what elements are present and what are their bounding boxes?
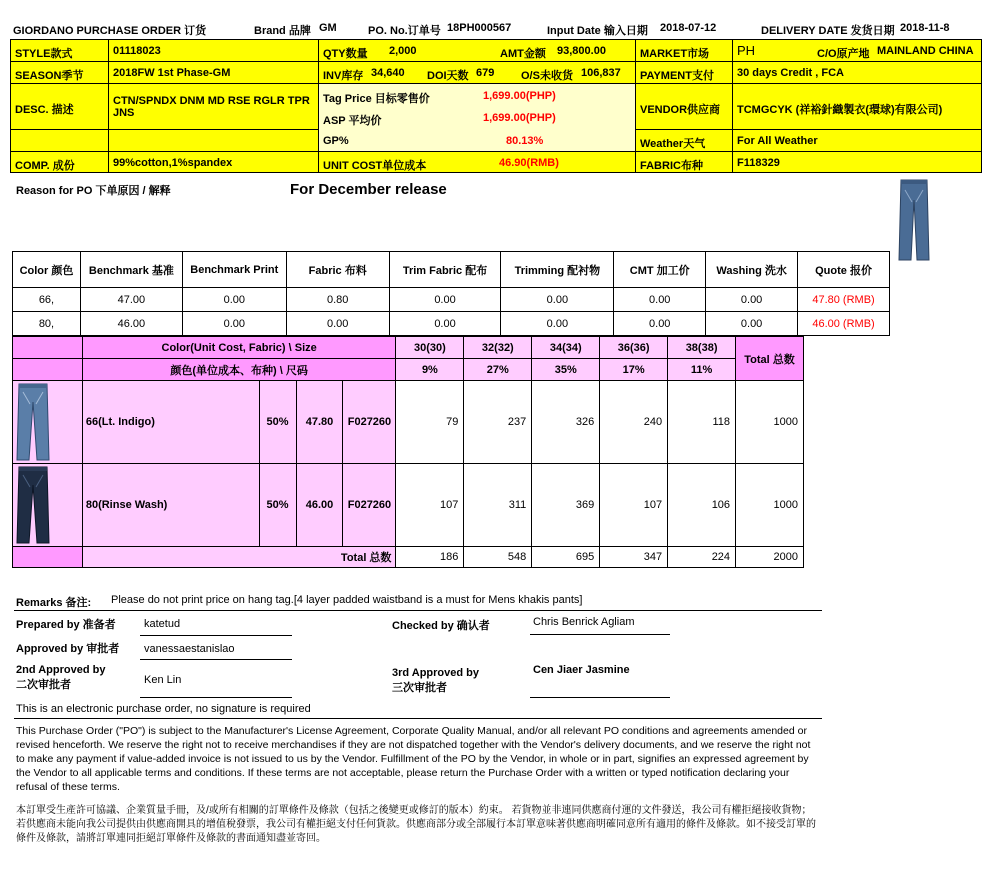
- size-header-en: Color(Unit Cost, Fabric) \ Size: [82, 337, 396, 359]
- remarks-label: Remarks 备注:: [16, 597, 92, 609]
- origin-value: MAINLAND CHINA: [877, 45, 974, 57]
- approved-label: Approved by 审批者: [16, 643, 120, 655]
- color-name: 66(Lt. Indigo): [82, 381, 259, 464]
- qty-cell: 107: [600, 464, 668, 547]
- terms-english: This Purchase Order ("PO") is subject to the Manufacturer's License Agreement, Corporate Quality Manual, and/or all relevant PO conditions and agreements amended or revised henceforth. We reserve the right not to receive merchandises if they are not dispatched together with the Vendor's delivery documents, and we reserve the right not to make any payment if value-added invoice is not issued to us by the Vendor. Fulfillment of the PO by the Vendor, in whole or in part, signifies an expressed agreement by the Vendor to all applicable terms and conditions. If these terms are not acceptable, please return the Purchase Order with a written or typed notification declaring your refusal of these terms.: [16, 725, 811, 793]
- col-trimming: Trimming 配衬物: [501, 252, 614, 288]
- col-benchmark-print: Benchmark Print: [182, 252, 286, 288]
- input-date-label: Input Date 输入日期: [547, 25, 648, 37]
- cell: 0.00: [501, 312, 614, 336]
- vendor-label: VENDOR供应商: [640, 104, 721, 116]
- tag-price-label: Tag Price 目标零售价: [323, 93, 430, 105]
- tag-price-value: 1,699.00(PHP): [483, 90, 556, 102]
- reason-label: Reason for PO 下单原因 / 解释: [16, 185, 171, 197]
- unit-cost-value: 46.90(RMB): [499, 157, 559, 169]
- prepared-value: katetud: [144, 618, 181, 630]
- col-quote: Quote 报价: [798, 252, 890, 288]
- jeans-light-indigo-icon: [15, 382, 51, 462]
- po-number-label: PO. No.订单号: [368, 25, 441, 37]
- total-header: Total 总数: [736, 337, 804, 381]
- qty-cell: 326: [532, 381, 600, 464]
- cell: 0.00: [501, 288, 614, 312]
- qty-cell: 237: [464, 381, 532, 464]
- qty-cell: 369: [532, 464, 600, 547]
- quote-cell: 46.00 (RMB): [798, 312, 890, 336]
- vendor-value: TCMGCYK (祥裕針織製衣(環球)有限公司): [737, 104, 943, 116]
- col-cmt: CMT 加工价: [614, 252, 706, 288]
- desc-label: DESC. 描述: [15, 104, 74, 116]
- cell: 66,: [13, 288, 81, 312]
- fabric-value: F118329: [737, 157, 780, 169]
- qty-cell: 186: [396, 547, 464, 568]
- col-fabric: Fabric 布料: [286, 252, 389, 288]
- color-fabric: F027260: [343, 381, 396, 464]
- size-label: 32(32): [464, 337, 532, 359]
- color-name: 80(Rinse Wash): [82, 464, 259, 547]
- amt-label: AMT金额: [500, 48, 546, 60]
- qty-cell: 311: [464, 464, 532, 547]
- color-swatch-cell: [13, 464, 83, 547]
- qty-cell: 118: [668, 381, 736, 464]
- color-cost: 47.80: [296, 381, 343, 464]
- comp-label: COMP. 成份: [15, 160, 75, 172]
- approved-value: vanessaestanislao: [144, 643, 235, 655]
- qty-cell: 347: [600, 547, 668, 568]
- divider: [14, 610, 822, 611]
- table-header-row: [13, 252, 890, 288]
- checked-value: Chris Benrick Agliam: [533, 616, 635, 628]
- size-pct: 35%: [532, 359, 600, 381]
- cell: 0.80: [286, 288, 389, 312]
- os-value: 106,837: [581, 67, 621, 79]
- table-row: [13, 288, 890, 312]
- col-benchmark: Benchmark 基准: [80, 252, 182, 288]
- header-blank: [13, 359, 83, 381]
- gp-value: 80.13%: [506, 135, 544, 147]
- qty-label: QTY数量: [323, 48, 368, 60]
- brand-label: Brand 品牌: [254, 25, 311, 37]
- size-pct: 17%: [600, 359, 668, 381]
- cell: 0.00: [286, 312, 389, 336]
- table-row: [13, 381, 804, 464]
- cell: 46.00: [80, 312, 182, 336]
- cell: 0.00: [706, 312, 798, 336]
- po-number-value: 18PH000567: [447, 22, 512, 34]
- doi-label: DOI天数: [427, 70, 469, 82]
- qty-cell: 106: [668, 464, 736, 547]
- second-approved-label: 2nd Approved by: [16, 664, 106, 676]
- col-washing: Washing 洗水: [706, 252, 798, 288]
- style-value: 01118023: [113, 45, 161, 57]
- signature-line: [140, 635, 292, 636]
- size-pct-row: [13, 359, 804, 381]
- qty-cell: 240: [600, 381, 668, 464]
- cell: 0.00: [389, 288, 501, 312]
- size-pct: 9%: [396, 359, 464, 381]
- size-header-row: [13, 337, 804, 359]
- qty-cell: 695: [532, 547, 600, 568]
- third-approved-value: Cen Jiaer Jasmine: [533, 664, 630, 676]
- asp-label: ASP 平均价: [323, 115, 382, 127]
- season-label: SEASON季节: [15, 70, 84, 82]
- qty-cell: 79: [396, 381, 464, 464]
- quote-cell: 47.80 (RMB): [798, 288, 890, 312]
- po-title: GIORDANO PURCHASE ORDER 订货: [13, 25, 207, 37]
- qty-cell: 224: [668, 547, 736, 568]
- third-approved-label: 3rd Approved by: [392, 667, 479, 679]
- cell: 0.00: [182, 312, 286, 336]
- row-total: 1000: [736, 464, 804, 547]
- grand-total: 2000: [736, 547, 804, 568]
- size-pct: 11%: [668, 359, 736, 381]
- payment-value: 30 days Credit , FCA: [737, 67, 844, 79]
- cell: 0.00: [706, 288, 798, 312]
- weather-value: For All Weather: [737, 135, 818, 147]
- signature-line: [140, 697, 292, 698]
- season-value: 2018FW 1st Phase-GM: [113, 67, 231, 79]
- cell: 0.00: [389, 312, 501, 336]
- input-date-value: 2018-07-12: [660, 22, 717, 34]
- checked-label: Checked by 确认者: [392, 620, 490, 632]
- color-fabric: F027260: [343, 464, 396, 547]
- asp-value: 1,699.00(PHP): [483, 112, 556, 124]
- color-pct: 50%: [259, 464, 296, 547]
- signature-line: [530, 634, 670, 635]
- color-cost: 46.00: [296, 464, 343, 547]
- cell: 0.00: [182, 288, 286, 312]
- second-approved-value: Ken Lin: [144, 674, 182, 686]
- size-pct: 27%: [464, 359, 532, 381]
- os-label: O/S未收货: [521, 70, 573, 82]
- col-color: Color 颜色: [13, 252, 81, 288]
- size-label: 30(30): [396, 337, 464, 359]
- size-breakdown-table: [12, 336, 804, 568]
- fabric-label: FABRIC布种: [640, 160, 703, 172]
- cell: 0.00: [614, 312, 706, 336]
- terms-chinese: 本訂單受生產許可協議、企業質量手冊，及/或所有相關的訂單條件及條款（包括之後變更或修訂的版本）約束。 若貨物並非連同供應商付運的文件發送，我公司有權拒絕接收貨物；若供應商未能向我公司提供由供應商開具的增值稅發票，我公司有權拒絕支付任何貨款。供應商部分或全部履行本訂單意味著供應商明確同意所有適用的條件及條款。如不接受訂單的條件及條款，請將訂單連同拒絕訂單條件及條款的書面通知盡並寄回。: [16, 805, 816, 844]
- size-label: 38(38): [668, 337, 736, 359]
- cell: [109, 130, 319, 152]
- cell: 80,: [13, 312, 81, 336]
- gp-label: GP%: [323, 135, 349, 147]
- signature-line: [530, 697, 670, 698]
- amt-value: 93,800.00: [557, 45, 606, 57]
- prepared-label: Prepared by 准备者: [16, 619, 116, 631]
- style-label: STYLE款式: [15, 48, 73, 60]
- remarks-text: Please do not print price on hang tag.[4 layer padded waistband is a must for Mens khakis pants]: [111, 594, 583, 606]
- weather-label: Weather天气: [640, 138, 706, 150]
- col-trim-fabric: Trim Fabric 配布: [389, 252, 501, 288]
- market-label: MARKET市场: [640, 48, 710, 60]
- esign-note: This is an electronic purchase order, no signature is required: [16, 703, 311, 715]
- cell: [11, 130, 109, 152]
- reason-value: For December release: [290, 181, 447, 198]
- benchmark-table: [12, 251, 890, 336]
- row-total: 1000: [736, 381, 804, 464]
- size-header-cn: 颜色(单位成本、布种) \ 尺码: [82, 359, 396, 381]
- desc-value: CTN/SPNDX DNM MD RSE RGLR TPR JNS: [113, 95, 310, 119]
- header-blank: [13, 337, 83, 359]
- payment-label: PAYMENT支付: [640, 70, 714, 82]
- qty-value: 2,000: [389, 45, 417, 57]
- delivery-date-label: DELIVERY DATE 发货日期: [761, 25, 895, 37]
- unit-cost-label: UNIT COST单位成本: [323, 160, 427, 172]
- cell: 0.00: [614, 288, 706, 312]
- table-row: [13, 312, 890, 336]
- divider: [14, 718, 822, 719]
- delivery-date-value: 2018-11-8: [900, 22, 950, 34]
- comp-value: 99%cotton,1%spandex: [113, 157, 233, 169]
- po-info-grid: [10, 39, 982, 173]
- size-label: 36(36): [600, 337, 668, 359]
- brand-value: GM: [319, 22, 337, 34]
- qty-cell: 548: [464, 547, 532, 568]
- third-approved-label-cn: 三次审批者: [392, 682, 447, 694]
- grand-total-label: Total 总数: [82, 547, 396, 568]
- signature-line: [140, 659, 292, 660]
- market-value: PH: [737, 43, 756, 58]
- origin-label: C/O原产地: [817, 48, 870, 60]
- color-swatch-cell: [13, 381, 83, 464]
- product-thumbnail-jeans-icon: [896, 178, 932, 262]
- second-approved-label-cn: 二次审批者: [16, 679, 71, 691]
- grand-total-row: [13, 547, 804, 568]
- cell: [13, 547, 83, 568]
- cell: 47.00: [80, 288, 182, 312]
- jeans-rinse-wash-icon: [15, 465, 51, 545]
- doi-value: 679: [476, 67, 495, 79]
- color-pct: 50%: [259, 381, 296, 464]
- inv-label: INV库存: [323, 70, 364, 82]
- size-label: 34(34): [532, 337, 600, 359]
- table-row: [13, 464, 804, 547]
- inv-value: 34,640: [371, 67, 405, 79]
- qty-cell: 107: [396, 464, 464, 547]
